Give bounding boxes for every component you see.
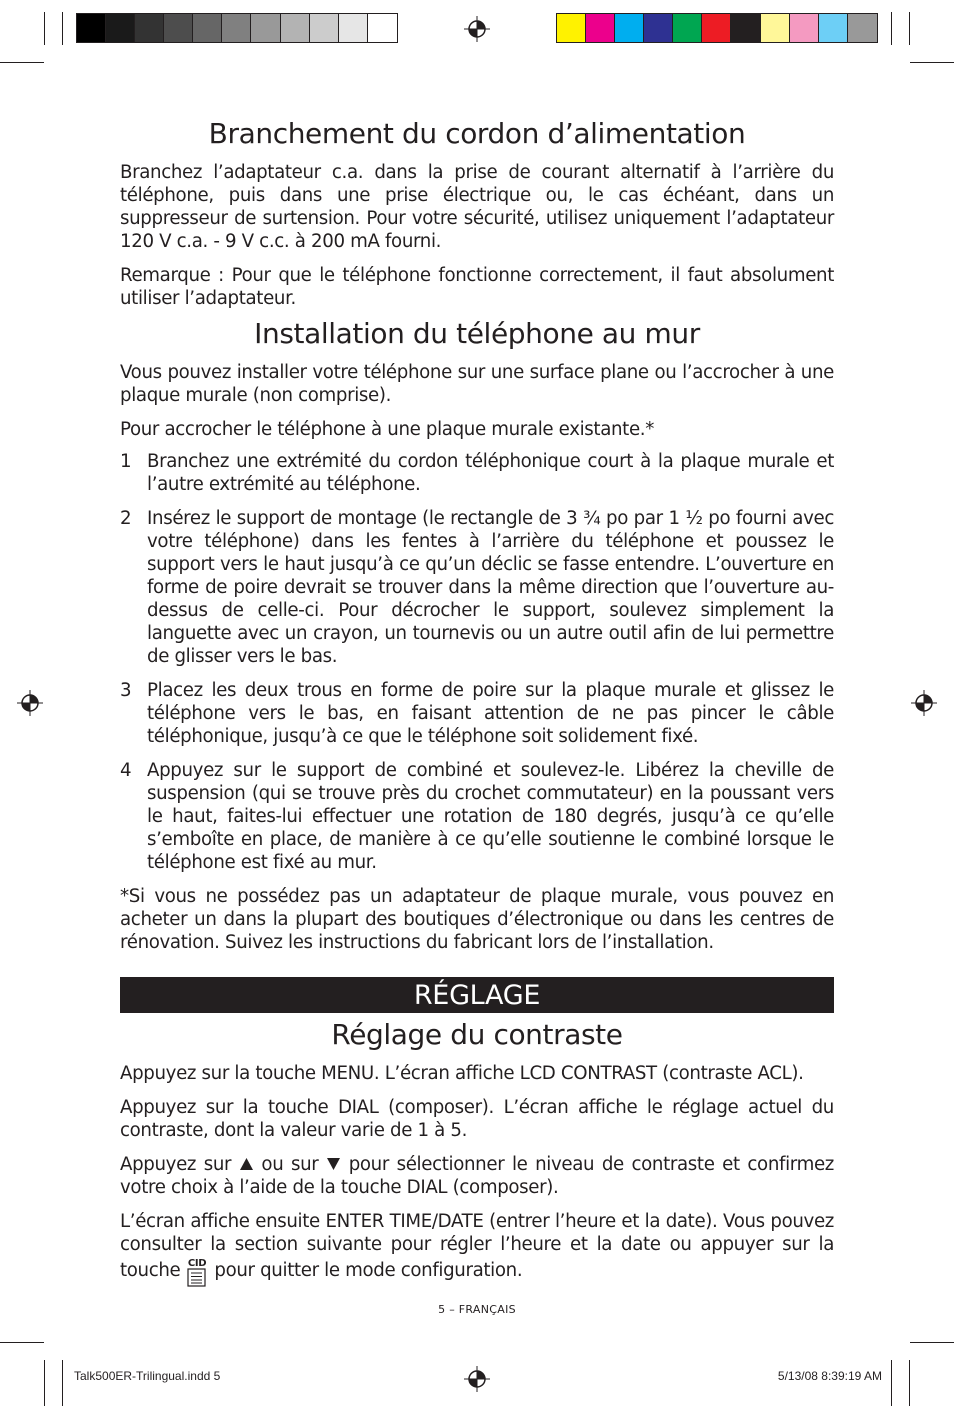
color-swatch [819,14,848,42]
page-content [120,116,834,1288]
up-triangle-icon [239,1157,254,1171]
section-title-contrast: Réglage du contraste [331,1018,623,1051]
section-banner: RÉGLAGE [120,977,834,1013]
step-number: 3 [120,680,132,701]
section-title-power: Branchement du cordon d’alimentation [208,117,746,150]
crop-mark [44,12,45,45]
contrast-step-menu: Appuyez sur la touche MENU. L’écran affiche LCD CONTRAST (contraste ACL). [120,1063,804,1084]
page-footer: 5 – FRANÇAIS [438,1303,516,1316]
crop-mark [909,12,910,45]
slug-timestamp: 5/13/08 8:39:19 AM [777,1369,882,1383]
registration-mark-icon [464,16,490,42]
color-swatch [557,14,586,42]
power-note: Remarque : Pour que le téléphone fonctionne correctement, il faut absolument utiliser l’adaptateur. [120,265,834,309]
list-item [120,679,834,748]
registration-mark-icon [17,690,43,716]
step-number: 2 [120,508,132,529]
registration-mark-icon [464,1366,490,1392]
text-fragment: ou sur [261,1154,319,1175]
wall-footnote: *Si vous ne possédez pas un adaptateur de plaque murale, vous pouvez en acheter un dans la plupart des boutiques d’électronique ou dans les centres de rénovation. Suivez les instructions du fabricant lors de l’installation. [120,886,834,953]
step-number: 4 [120,760,132,781]
contrast-step-dial: Appuyez sur la touche DIAL (composer). L’écran affiche le réglage actuel du contraste, dont la valeur varie de 1 à 5. [120,1097,834,1141]
color-swatch [644,14,673,42]
list-item [120,450,834,496]
down-triangle-icon [326,1157,341,1171]
color-swatch [222,14,251,42]
color-swatch [615,14,644,42]
color-swatch [193,14,222,42]
color-swatch [586,14,615,42]
step-text: Insérez le support de montage (le rectangle de 3 ¾ po par 1 ½ po fourni avec votre téléphone) dans les fentes à l’arrière du téléphone et poussez le support vers le haut jusqu’à ce qu’un déclic se fasse entendre. L’ouverture en forme de poire devrait se trouver dans la même direction que l’ouverture au-dessus de celle-ci. Pour décrocher le support, soulevez simplement la languette avec un crayon, un tournevis ou un autre outil afin de lui permettre de glisser vers le bas. [147,508,834,667]
process-color-bar [556,13,878,43]
wall-intro: Vous pouvez installer votre téléphone sur une surface plane ou l’accrocher à une plaque murale (non comprise). [120,362,834,406]
power-paragraph: Branchez l’adaptateur c.a. dans la prise de courant alternatif à l’arrière du téléphone, puis dans une prise électrique ou, le cas échéant, dans un suppresseur de surtension. Pour votre sécurité, utilisez uniquement l’adaptateur 120 V c.a. - 9 V c.c. à 200 mA fourni. [120,162,834,252]
step-text: Branchez une extrémité du cordon téléphonique court à la plaque murale et l’autre extrémité au téléphone. [147,451,834,495]
crop-mark [891,1360,892,1406]
text-fragment: Appuyez sur [120,1154,232,1175]
text-fragment: pour sélectionner le niveau de contraste et confirmez votre choix à l’aide de la touche DIAL (composer). [120,1154,834,1198]
step-text: Appuyez sur le support de combiné et soulevez-le. Libérez la cheville de suspension (qui se trouve près du crochet commutateur) en la poussant vers le haut, faites-lui effectuer une rotation de 180 degrés, jusqu’à ce qu’elle s’emboîte en place, de manière à ce qu’elle soutienne le combiné lorsque le téléphone est fixé au mur. [147,760,834,873]
step-text: Placez les deux trous en forme de poire sur la plaque murale et glissez le téléphone vers le bas, en faisant attention de ne pas pincer le câble téléphonique, jusqu’à ce que le téléphone soit solidement fixé. [147,680,834,747]
section-title-wall: Installation du téléphone au mur [254,317,700,350]
wall-instruction: Pour accrocher le téléphone à une plaque murale existante.* [120,419,654,440]
color-swatch [339,14,368,42]
crop-mark [910,1342,954,1343]
contrast-step-exit [120,1210,834,1288]
crop-mark [910,62,954,63]
crop-mark [0,62,44,63]
color-swatch [702,14,731,42]
cid-label: CID [188,1258,207,1269]
grayscale-color-bar [76,13,398,43]
color-swatch [310,14,339,42]
color-swatch [106,14,135,42]
list-item [120,759,834,874]
step-number: 1 [120,451,132,472]
color-swatch [251,14,280,42]
color-swatch [135,14,164,42]
text-fragment: L’écran affiche ensuite ENTER TIME/DATE (entrer l’heure et la date). Vous pouvez consulter la section suivante pour régler l’heure et la date ou appuyer sur la touche [120,1211,834,1281]
contrast-step-select [120,1153,834,1199]
crop-mark [44,1360,45,1406]
crop-mark [909,1360,910,1406]
slug-filename: Talk500ER-Trilingual.indd 5 [74,1369,221,1383]
crop-mark [891,12,892,45]
color-swatch [164,14,193,42]
cid-button-icon [183,1256,211,1288]
crop-mark [62,12,63,45]
crop-mark [62,1360,63,1406]
color-swatch [848,14,877,42]
color-swatch [761,14,790,42]
color-swatch [790,14,819,42]
registration-mark-icon [911,690,937,716]
color-swatch [281,14,310,42]
color-swatch [673,14,702,42]
steps-list [120,450,834,874]
color-swatch [731,14,760,42]
color-swatch [77,14,106,42]
color-swatch [368,14,397,42]
list-item [120,507,834,668]
crop-mark [0,1342,44,1343]
text-fragment: pour quitter le mode configuration. [214,1260,523,1281]
